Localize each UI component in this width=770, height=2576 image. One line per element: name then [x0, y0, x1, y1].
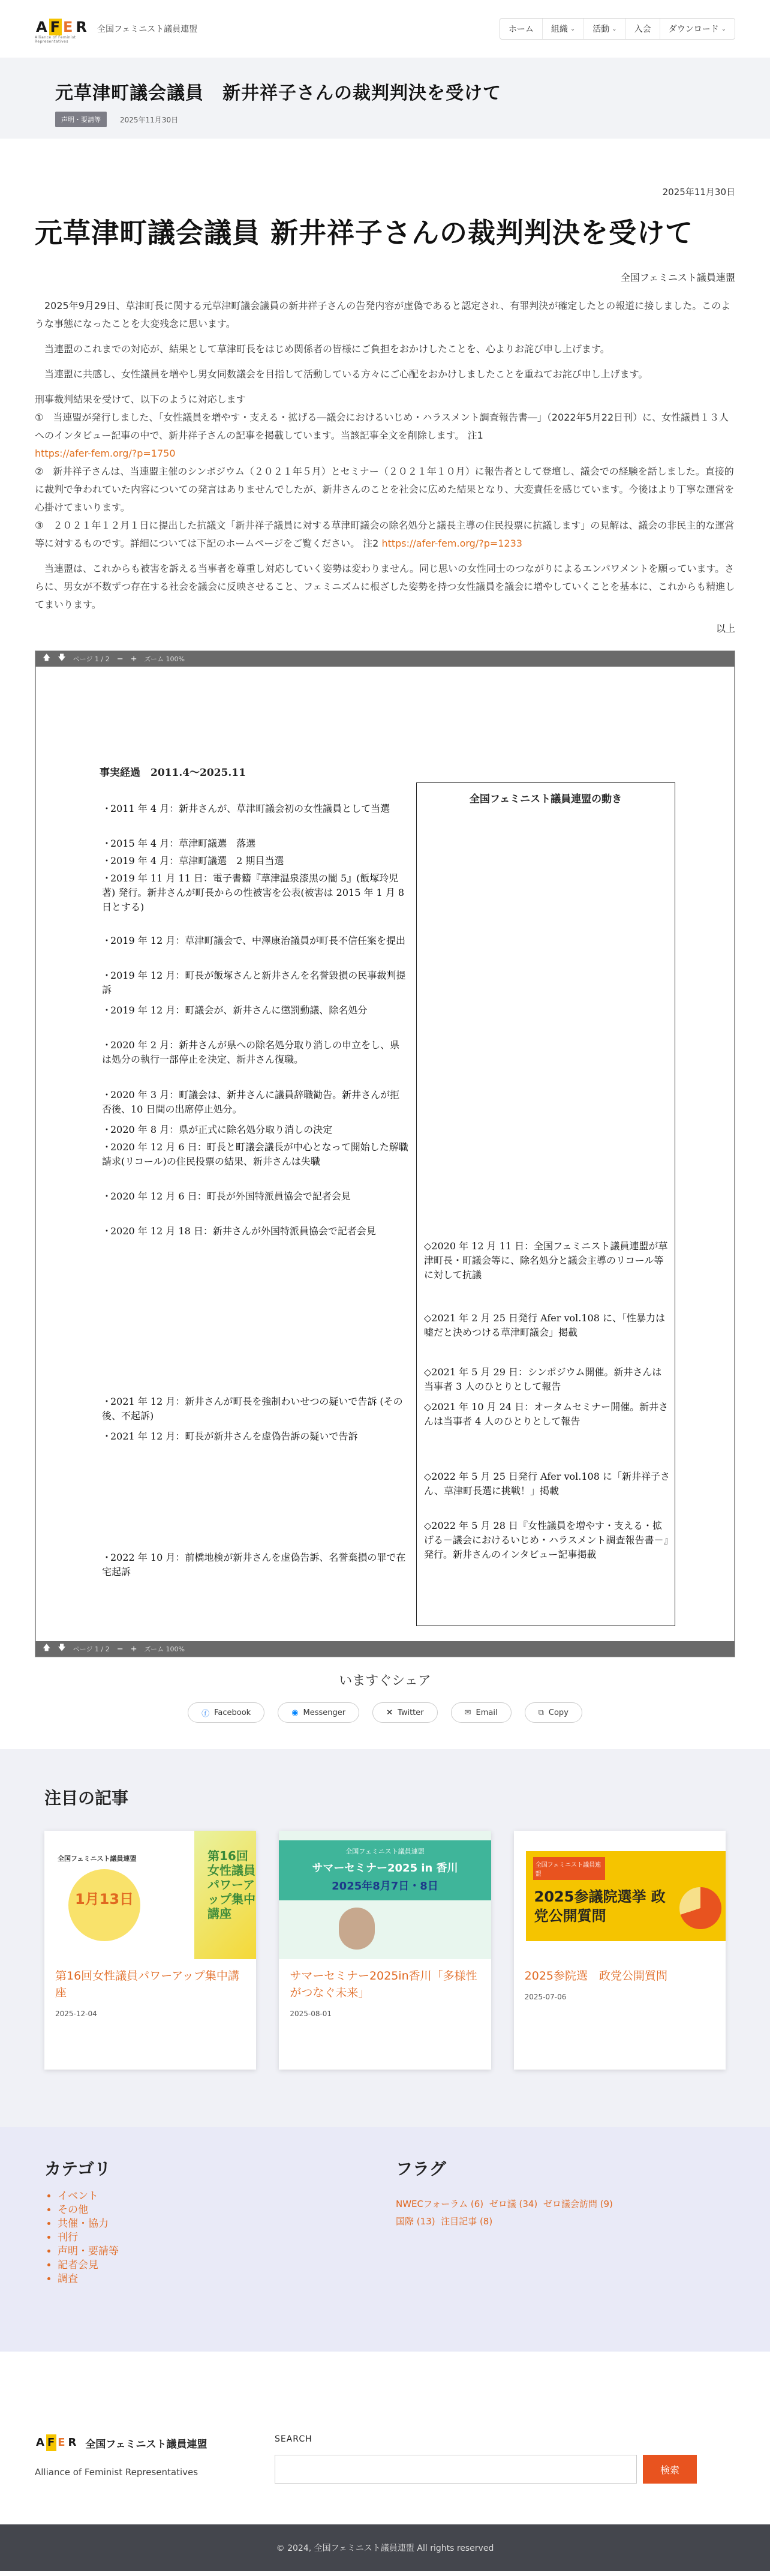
share-label: Email — [476, 1708, 498, 1717]
featured-card[interactable] — [44, 1831, 256, 2070]
pdf-toolbar-bottom — [35, 1641, 735, 1657]
card-img-date: 2025年8月7日・8日 — [332, 1880, 438, 1893]
share-label: Messenger — [303, 1708, 346, 1717]
nav-label: ホーム — [508, 25, 534, 34]
share-buttons — [35, 1702, 735, 1723]
nav-home[interactable] — [500, 19, 543, 39]
tag-link[interactable]: 国際 (13) — [396, 2216, 435, 2227]
card-img-header: 全国フェミニスト議員連盟 — [58, 1855, 137, 1863]
tag-link[interactable]: 注目記事 (8) — [441, 2216, 493, 2227]
taxonomy-section — [0, 2127, 770, 2352]
share-label: Copy — [548, 1708, 569, 1717]
copyright: © 2024, 全国フェミニスト議員連盟 All rights reserved — [0, 2524, 770, 2571]
afer-action-item: ◇2022 年 5 月 25 日発行 Afer vol.108 に「新井祥子さん、草津町長選に挑戦！」掲載 — [424, 1471, 670, 1497]
email-icon: ✉ — [464, 1708, 471, 1717]
share-label: Facebook — [214, 1708, 251, 1717]
zoom-out-icon[interactable]: − — [116, 1644, 124, 1654]
tag-link[interactable]: NWECフォーラム (6) — [396, 2199, 484, 2209]
category-link[interactable]: • 共催・協力 — [58, 2217, 396, 2231]
card-title[interactable]: サマーセミナー2025in香川「多様性がつなぐ未来」 — [290, 1969, 477, 1999]
afer-action-item: ◇2021 年 5 月 29 日：シンポジウム開催。新井さんは当事者 3 人のひとりとして報告 — [424, 1366, 662, 1392]
pdf-next-icon[interactable]: 🡇 — [58, 1644, 66, 1653]
featured-card[interactable] — [514, 1831, 726, 2070]
pdf-prev-icon[interactable]: 🡅 — [43, 1644, 51, 1653]
card-date: 2025-08-01 — [290, 2010, 332, 2018]
tag-link[interactable]: ゼロ議 (34) — [489, 2199, 538, 2209]
category-link[interactable]: • イベント — [58, 2190, 396, 2203]
chevron-down-icon: ⌄ — [612, 25, 617, 32]
site-name[interactable]: 全国フェミニスト議員連盟 — [97, 25, 198, 34]
page-title: 元草津町議会議員 新井祥子さんの裁判判決を受けて — [55, 83, 501, 104]
afer-actions-box — [416, 782, 675, 1626]
facebook-icon: ⓕ — [201, 1709, 210, 1719]
share-label: Twitter — [398, 1708, 424, 1717]
featured-section — [0, 1749, 770, 2127]
card-image — [279, 1831, 491, 1959]
category-link[interactable]: • 刊行 — [58, 2231, 396, 2245]
afer-action-item: ◇2021 年 2 月 25 日発行 Afer vol.108 に、「性暴力は嘘だと決めつける草津町議会」掲載 — [424, 1312, 665, 1338]
speaker-photo — [339, 1908, 375, 1950]
card-image — [44, 1831, 256, 1959]
nav-label: 組織 — [551, 25, 568, 34]
timeline-item: ・2020 年 12 月 6 日：町長が外国特派員協会で記者会見 — [102, 1190, 351, 1202]
featured-card[interactable] — [279, 1831, 491, 2070]
paragraph: 当連盟に共感し、女性議員を増やし男女同数議会を目指して活動している方々にご心配をおかけしましたことを重ねてお詫び申し上げます。 — [44, 368, 648, 380]
flags-title: フラグ — [396, 2159, 447, 2179]
timeline-item: ・2019 年 12 月：町長が飯塚さんと新井さんを名誉毀損の民事裁判提訴 — [102, 970, 406, 995]
category-link[interactable]: • 調査 — [58, 2272, 396, 2286]
pdf-next-icon[interactable]: 🡇 — [58, 653, 66, 662]
card-image — [514, 1831, 726, 1959]
category-link[interactable]: • 声明・要請等 — [58, 2245, 396, 2259]
card-img-header: 全国フェミニスト議員連盟 — [533, 1857, 605, 1880]
search-input[interactable] — [275, 2455, 637, 2484]
nav-download[interactable] — [660, 19, 735, 39]
pdf-prev-icon[interactable]: 🡅 — [43, 653, 51, 662]
logo-subtitle: Alliance of Feminist Representatives — [35, 35, 76, 44]
copy-icon: ⧉ — [538, 1708, 544, 1717]
brand[interactable] — [35, 19, 198, 44]
pie-illustration — [679, 1887, 721, 1929]
tag-cloud — [396, 2196, 660, 2230]
page-hero — [0, 58, 770, 139]
article-body — [35, 297, 735, 614]
share-facebook-button[interactable] — [188, 1702, 264, 1723]
nav-label: 活動 — [592, 25, 610, 34]
categories-title: カテゴリ — [44, 2159, 111, 2179]
article-date: 2025年11月30日 — [662, 187, 735, 197]
afer-action-item: ◇2022 年 5 月 28 日『女性議員を増やす・支える・拡げる－議会におけるいじめ・ハラスメント調査報告書－』発行。新井さんのインタビュー記事掲載 — [424, 1520, 669, 1560]
card-img-header: 全国フェミニスト議員連盟 — [345, 1848, 425, 1855]
x-icon: ✕ — [386, 1708, 393, 1717]
card-img-text: 第16回女性議員パワーアップ集中講座 — [207, 1849, 255, 1921]
pdf-toolbar — [35, 651, 735, 667]
nav-label: ダウンロード — [668, 25, 719, 34]
post-date: 2025年11月30日 — [120, 115, 179, 124]
timeline-item: ・2020 年 2 月：新井さんが県への除名処分取り消しの申立をし、県は処分の執行一部停止を決定、新井さん復職。 — [102, 1039, 400, 1065]
response-item-1: ① 当連盟が発行しました、「女性議員を増やす・支える・拡げる―議会におけるいじめ・ハラスメント調査報告書―」（2022年5月22日刊）に、女性議員１３人へのインタビュー記事の中で、新井祥子さんの記事を掲載しています。当該記事全文を削除します。 注1 — [35, 412, 729, 441]
nav-join[interactable] — [626, 19, 660, 39]
timeline-item: ・2021 年 12 月：新井さんが町長を強制わいせつの疑いで告訴 (その後、不起訴) — [102, 1396, 403, 1422]
card-date: 2025-12-04 — [55, 2010, 97, 2018]
share-title: いますぐシェア — [339, 1674, 431, 1689]
timeline-item: ・2019 年 11 月 11 日：電子書籍『草津温泉漆黒の闇 5』(飯塚玲児著) 発行。新井さんが町長からの性被害を公表(被害は 2015 年 1 月 8 日とする) — [102, 872, 405, 913]
timeline-heading: 事実経過 2011.4～2025.11 — [100, 767, 246, 779]
afer-action-item: ◇2020 年 12 月 11 日：全国フェミニスト議員連盟が草津町長・町議会等に、除名処分と議会主導のリコール等に対して抗議 — [424, 1240, 668, 1280]
card-img-big: 2025参議院選挙 政党公開質問 — [534, 1888, 666, 1924]
afer-actions-title: 全国フェミニスト議員連盟の動き — [469, 793, 622, 805]
response-item-3: ③ ２０２１年１２月１日に提出した抗議文「新井祥子議員に対する草津町議会の除名処分と議長主導の住民投票に抗議します」の見解は、議会の非民主的な運営等に対するものです。詳細については下記のホームページをご覧ください。 注2 — [35, 520, 735, 549]
main-nav — [500, 18, 735, 40]
pdf-zoom-level[interactable]: ズーム 100% — [144, 1645, 185, 1653]
logo-letter: A — [36, 19, 48, 35]
share-email-button[interactable] — [451, 1702, 512, 1723]
paragraph: 2025年9月29日、草津町長に関する元草津町議会議員の新井祥子さんの告発内容が虚偽であると認定され、有罪判決が確定したとの報道に接しました。このような事態になったことを大変残念に思います。 — [35, 300, 731, 329]
pdf-page — [35, 667, 735, 1641]
chevron-down-icon: ⌄ — [570, 25, 576, 32]
search-label: SEARCH — [275, 2434, 312, 2444]
zoom-in-icon[interactable]: + — [130, 654, 137, 664]
share-twitter-button[interactable] — [372, 1702, 437, 1723]
article — [0, 185, 770, 1723]
pdf-viewer[interactable] — [35, 650, 735, 1657]
closing-text: 以上 — [715, 623, 735, 634]
category-list — [44, 2190, 396, 2286]
card-img-date: 1月13日 — [74, 1891, 134, 1908]
timeline-item: ・2020 年 3 月：町議会は、新井さんに議員辞職勧告。新井さんが拒否後、10 日間の出席停止処分。 — [102, 1089, 400, 1115]
note1-link[interactable]: https://afer-fem.org/?p=1750 — [35, 448, 176, 459]
zoom-out-icon[interactable]: − — [116, 654, 124, 664]
timeline-item: ・2020 年 12 月 18 日：新井さんが外国特派員協会で記者会見 — [102, 1225, 376, 1237]
logo-letter: R — [76, 19, 88, 35]
timeline-item: ・2011 年 4 月：新井さんが、草津町議会初の女性議員として当選 — [102, 803, 390, 814]
card-img-big: サマーセミナー2025 in 香川 — [312, 1862, 458, 1875]
logo-letter: F — [50, 19, 61, 35]
nav-organization[interactable] — [543, 19, 584, 39]
afer-logo[interactable] — [35, 19, 89, 44]
footer-brand[interactable] — [35, 2434, 227, 2451]
site-footer — [0, 2352, 770, 2524]
pdf-zoom-level[interactable]: ズーム 100% — [144, 655, 185, 663]
share-messenger-button[interactable] — [278, 1702, 359, 1723]
search-button[interactable]: 検索 — [643, 2455, 697, 2484]
article-title: 元草津町議会議員 新井祥子さんの裁判判決を受けて — [35, 217, 694, 249]
site-header — [0, 0, 770, 58]
category-link[interactable]: • その他 — [58, 2203, 396, 2217]
note2-link[interactable]: https://afer-fem.org/?p=1233 — [381, 538, 522, 549]
timeline-item: ・2020 年 8 月：県が正式に除名処分取り消しの決定 — [102, 1124, 333, 1135]
afer-logo: A F E R — [35, 2434, 78, 2451]
article-author: 全国フェミニスト議員連盟 — [620, 272, 735, 283]
pdf-page-indicator[interactable]: ページ 1 / 2 — [73, 655, 110, 663]
category-badge[interactable]: 声明・要請等 — [55, 112, 107, 127]
response-intro: 刑事裁判結果を受けて、以下のように対応します — [35, 394, 246, 405]
card-title[interactable]: 2025参院選 政党公開質問 — [524, 1969, 668, 1983]
zoom-in-icon[interactable]: + — [130, 1644, 137, 1654]
paragraph — [35, 391, 735, 553]
logo-letter: E — [62, 19, 74, 35]
pdf-page-indicator[interactable]: ページ 1 / 2 — [73, 1645, 110, 1653]
category-link[interactable]: • 記者会見 — [58, 2259, 396, 2272]
chevron-down-icon: ⌄ — [721, 25, 726, 32]
card-title[interactable]: 第16回女性議員パワーアップ集中講座 — [55, 1969, 239, 1999]
messenger-icon: ◉ — [291, 1708, 299, 1717]
tag-link[interactable]: ゼロ議会訪問 (9) — [543, 2199, 613, 2209]
paragraph: 当連盟は、これからも被害を訴える当事者を尊重し対応していく姿勢は変わりません。同じ思いの女性同士のつながりによるエンパワメントを願っています。さらに、男女が不数ずつ存在する社会を議会に反映させること、フェミニズムに根ざした姿勢を持つ女性議員を議会に増やしていくことを基本に、これからも精進してまいります。 — [35, 563, 735, 610]
timeline-item: ・2019 年 4 月：草津町議選 2 期目当選 — [102, 855, 284, 866]
timeline-item: ・2020 年 12 月 6 日：町長と町議会議長が中心となって開始した解職請求(リコール)の住民投票の結果、新井さんは失職 — [102, 1141, 408, 1167]
footer-subtitle: Alliance of Feminist Representatives — [35, 2467, 198, 2478]
featured-title: 注目の記事 — [44, 1788, 129, 1808]
share-copy-button[interactable] — [525, 1702, 582, 1723]
timeline-item: ・2021 年 12 月：町長が新井さんを虚偽告訴の疑いで告訴 — [102, 1431, 358, 1442]
nav-label: 入会 — [634, 25, 651, 34]
timeline-item: ・2015 年 4 月：草津町議選 落選 — [102, 838, 256, 849]
timeline-item: ・2019 年 12 月：町議会が、新井さんに懲罰動議、除名処分 — [102, 1004, 368, 1016]
timeline-item: ・2022 年 10 月：前橋地検が新井さんを虚偽告訴、名誉棄損の罪で在宅起訴 — [102, 1552, 406, 1578]
card-date: 2025-07-06 — [524, 1993, 567, 2001]
nav-activities[interactable] — [584, 19, 625, 39]
timeline-item: ・2019 年 12 月：草津町議会で、中澤康治議員が町長不信任案を提出 — [102, 935, 406, 946]
response-item-2: ② 新井祥子さんは、当連盟主催のシンポジウム（２０２１年５月）とセミナー（２０２１年１０月）に報告者として登壇し、議会での経験を話しました。直接的に裁判で争われていた内容についての発言はありませんでしたが、新井さんのことを社会に広めた結果となり、大変責任を感じています。今後はより丁寧な運営を心掛けてまいります。 — [35, 466, 735, 513]
footer-site-name: 全国フェミニスト議員連盟 — [85, 2438, 207, 2451]
afer-action-item: ◇2021 年 10 月 24 日：オータムセミナー開催。新井さんは当事者 4 人のひとりとして報告 — [424, 1401, 669, 1427]
paragraph: 当連盟のこれまでの対応が、結果として草津町長をはじめ関係者の皆様にご負担をおかけしたことを、心よりお詫び申し上げます。 — [44, 343, 610, 355]
